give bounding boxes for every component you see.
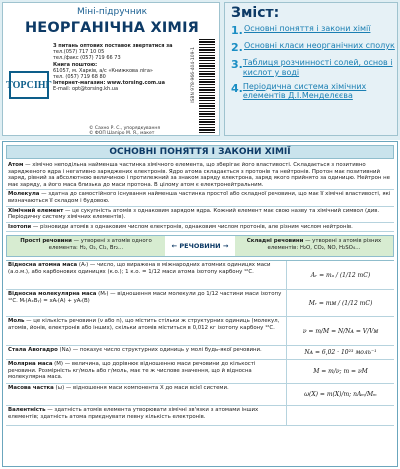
toc-item[interactable] <box>231 41 395 54</box>
toc-item[interactable] <box>231 82 395 102</box>
simple-substances-term: Прості речовини <box>20 238 72 245</box>
sheet-title: ОСНОВНІ ПОНЯТТЯ І ЗАКОНИ ХІМІЇ <box>6 145 394 159</box>
row-formula: Nᴀ = 6,02 · 10²³ моль⁻¹ <box>286 346 394 359</box>
series-label: Міні-підручник <box>76 7 148 17</box>
publisher-line: тел.(057) 717 10 05 <box>53 49 105 56</box>
row-term: Валентність <box>8 407 46 414</box>
publisher-line: Інтернет-магазин: www.torsing.com.ua <box>53 80 165 87</box>
formulas-table <box>6 260 394 426</box>
toc-item-number: 4. <box>231 81 243 95</box>
row-text: (Mᵣ) — відношення маси молекули до 1/12 частини маси ізотопу ¹²C. Mᵣ(AₓBᵧ) = xAᵣ(A) + yAᵣ(B) <box>8 291 282 304</box>
substances-label: ← РЕЧОВИНИ → <box>165 236 235 256</box>
copyright-line: © ФОП Шапіро М. Я., макет <box>89 131 155 137</box>
complex-substances-text: — утворені з атомів різних елементів: H₂O, CO₂, NO, H₂SO₄… <box>267 238 382 251</box>
toc-item-link[interactable]: Періодична система хімічних елементів Д.І.Менделєєва <box>242 81 367 101</box>
definition-text: — це сукупність атомів з однаковим зарядом ядра. Кожний елемент має свою назву та хімічний символ (див. Періодичну систему хімічних елементів). <box>8 207 380 221</box>
definition-item <box>6 223 394 233</box>
toc-heading: Зміст: <box>231 5 280 21</box>
row-text: — здатність атомів елемента утворювати хімічні зв'язки з атомами інших елементів; здатність атома приєднувати певну кількість електронів. <box>8 407 259 420</box>
copyright-line: © Сахно Р. С., упорядкування <box>89 126 161 131</box>
substances-comparison <box>6 235 394 257</box>
isbn-barcode <box>199 39 215 135</box>
definition-text: — здатна до самостійного існування найменша частинка простої або складної речовини, що має її хімічні властивості, які визначаються її складом і будовою. <box>8 191 391 204</box>
definition-item <box>6 190 394 206</box>
row-text: (ω) — відношення маси компонента X до маси всієї системи. <box>53 385 229 392</box>
row-term: Відносна атомна маса <box>8 262 78 269</box>
row-term: Молярна маса <box>8 361 53 368</box>
publisher-line: 61057, м. Харків, а/с «Книжкова лігa» <box>53 67 153 74</box>
toc-item[interactable] <box>231 24 395 37</box>
publisher-line: тел./факс (057) 719 66 73 <box>53 55 121 62</box>
toc-item-link[interactable]: Основні поняття і закони хімії <box>244 24 371 33</box>
toc-item-number: 1. <box>231 24 243 37</box>
row-formula: ν = m/M = N/Nᴀ = V/Vᴍ <box>286 317 394 345</box>
complex-substances-box <box>235 236 393 256</box>
publisher-line: E-mail: opt@torsing.kh.ua <box>53 86 119 93</box>
definitions-list <box>6 161 394 232</box>
row-term: Масова частка <box>8 385 54 392</box>
table-row <box>6 360 394 384</box>
row-term: Моль <box>8 318 25 325</box>
table-row <box>6 317 394 346</box>
toc-item-number: 3. <box>231 58 243 71</box>
book-title: НЕОРГАНІЧНА ХІМІЯ <box>24 20 200 36</box>
table-row <box>6 406 394 426</box>
toc-list <box>231 24 395 105</box>
row-formula: M = m/ν; m = νM <box>286 360 394 383</box>
publisher-line: тел. (057) 719 68 80 <box>53 74 106 81</box>
row-formula: Mᵣ = mᴍ / (1/12 mC) <box>286 290 394 316</box>
table-of-contents <box>224 2 398 136</box>
publisher-info <box>53 43 191 93</box>
publisher-line: Книга поштою: <box>53 61 98 68</box>
table-row <box>6 346 394 360</box>
row-formula <box>286 406 394 425</box>
book-cover <box>2 2 220 136</box>
row-description <box>6 346 286 359</box>
row-text: (Aᵣ) — число, що виражена в міжнародних атомних одиницях маси (а.о.м.), або карбонових одиницях (к.о.); 1 к.о. = 1/12 маси атома ізотопу карбону ¹²C. <box>8 262 271 275</box>
copyright-info <box>89 126 189 137</box>
definition-term: Молекула <box>8 191 40 198</box>
row-description <box>6 317 286 345</box>
toc-item-link[interactable]: Основні класи неорганічних сполук <box>244 41 395 50</box>
isbn-text: ISBN 978-966-404-109-1 <box>191 47 196 103</box>
toc-item-number: 2. <box>231 41 243 54</box>
row-description <box>6 384 286 405</box>
table-row <box>6 384 394 406</box>
publisher-line: З питань оптових поставок звертатися за <box>53 43 173 49</box>
definition-item <box>6 207 394 223</box>
row-description <box>6 406 286 425</box>
definition-item <box>6 161 394 190</box>
simple-substances-box <box>7 236 165 256</box>
table-row <box>6 290 394 317</box>
row-description <box>6 360 286 383</box>
row-description <box>6 261 286 289</box>
simple-substances-text: — утворені з атомів одного елемента: H₂, O₂, Cl₂, Br₂… <box>48 238 152 251</box>
reference-sheet <box>2 141 398 467</box>
definition-term: Ізотопи <box>8 223 32 230</box>
definition-term: Атом <box>8 162 24 168</box>
table-row <box>6 261 394 290</box>
row-text: — це кількість речовини (ν або n), що містить стільки ж структурних одиниць (молекул, атомів, йонів, електронів або інших), скільки атомів міститься в 0,012 кг ізотопу карбону ¹²C. <box>8 318 280 331</box>
definition-term: Хімічний елемент <box>8 207 64 214</box>
row-text: (Nᴀ) — показує число структурних одиниць у молі будь-якої речовини. <box>57 347 262 354</box>
row-formula: Aᵣ = mₐ / (1/12 mC) <box>286 261 394 289</box>
row-term: Відносна молекулярна маса <box>8 291 97 298</box>
row-description <box>6 290 286 316</box>
toc-item-link[interactable]: Таблиця розчинності солей, основ і кислот у воді <box>242 58 393 77</box>
row-text: (M) — величина, що дорівнює відношенню маси речовини до кількості речовини. Розмірність кг/моль або г/моль, має те ж числове значення, що й відносна молекулярна маса. <box>8 361 256 381</box>
definition-text: — різновиди атомів з однаковим числом електронів, однаковим числом протонів, але різним числом нейтронів. <box>31 223 353 230</box>
publisher-logo: ТОРСІНГ <box>9 71 49 99</box>
row-term: Стала Авогадро <box>8 347 58 354</box>
cover-panel <box>0 0 400 140</box>
row-formula: ω(X) = m(X)/m; nAₘ/Mₘ <box>286 384 394 405</box>
toc-item[interactable] <box>231 58 395 78</box>
definition-text: — хімічно неподільна найменша частинка хімічного елемента, що зберігає його властивості. Складається з позитивно зарядженого ядра і негативно заряджених електронів. Ядро атома складається з протонів та нейтронів. Протон має позитивний заряд, рівний за абсолютною величиною і протилежний за знаком заряду електрона, заряд якого прийнято за одиницю. Нейтрон не має заряду, а його маса близька до маси протона. В цілому атом є електронейтральним. <box>8 162 390 188</box>
complex-substances-term: Складні речовини <box>246 238 304 245</box>
